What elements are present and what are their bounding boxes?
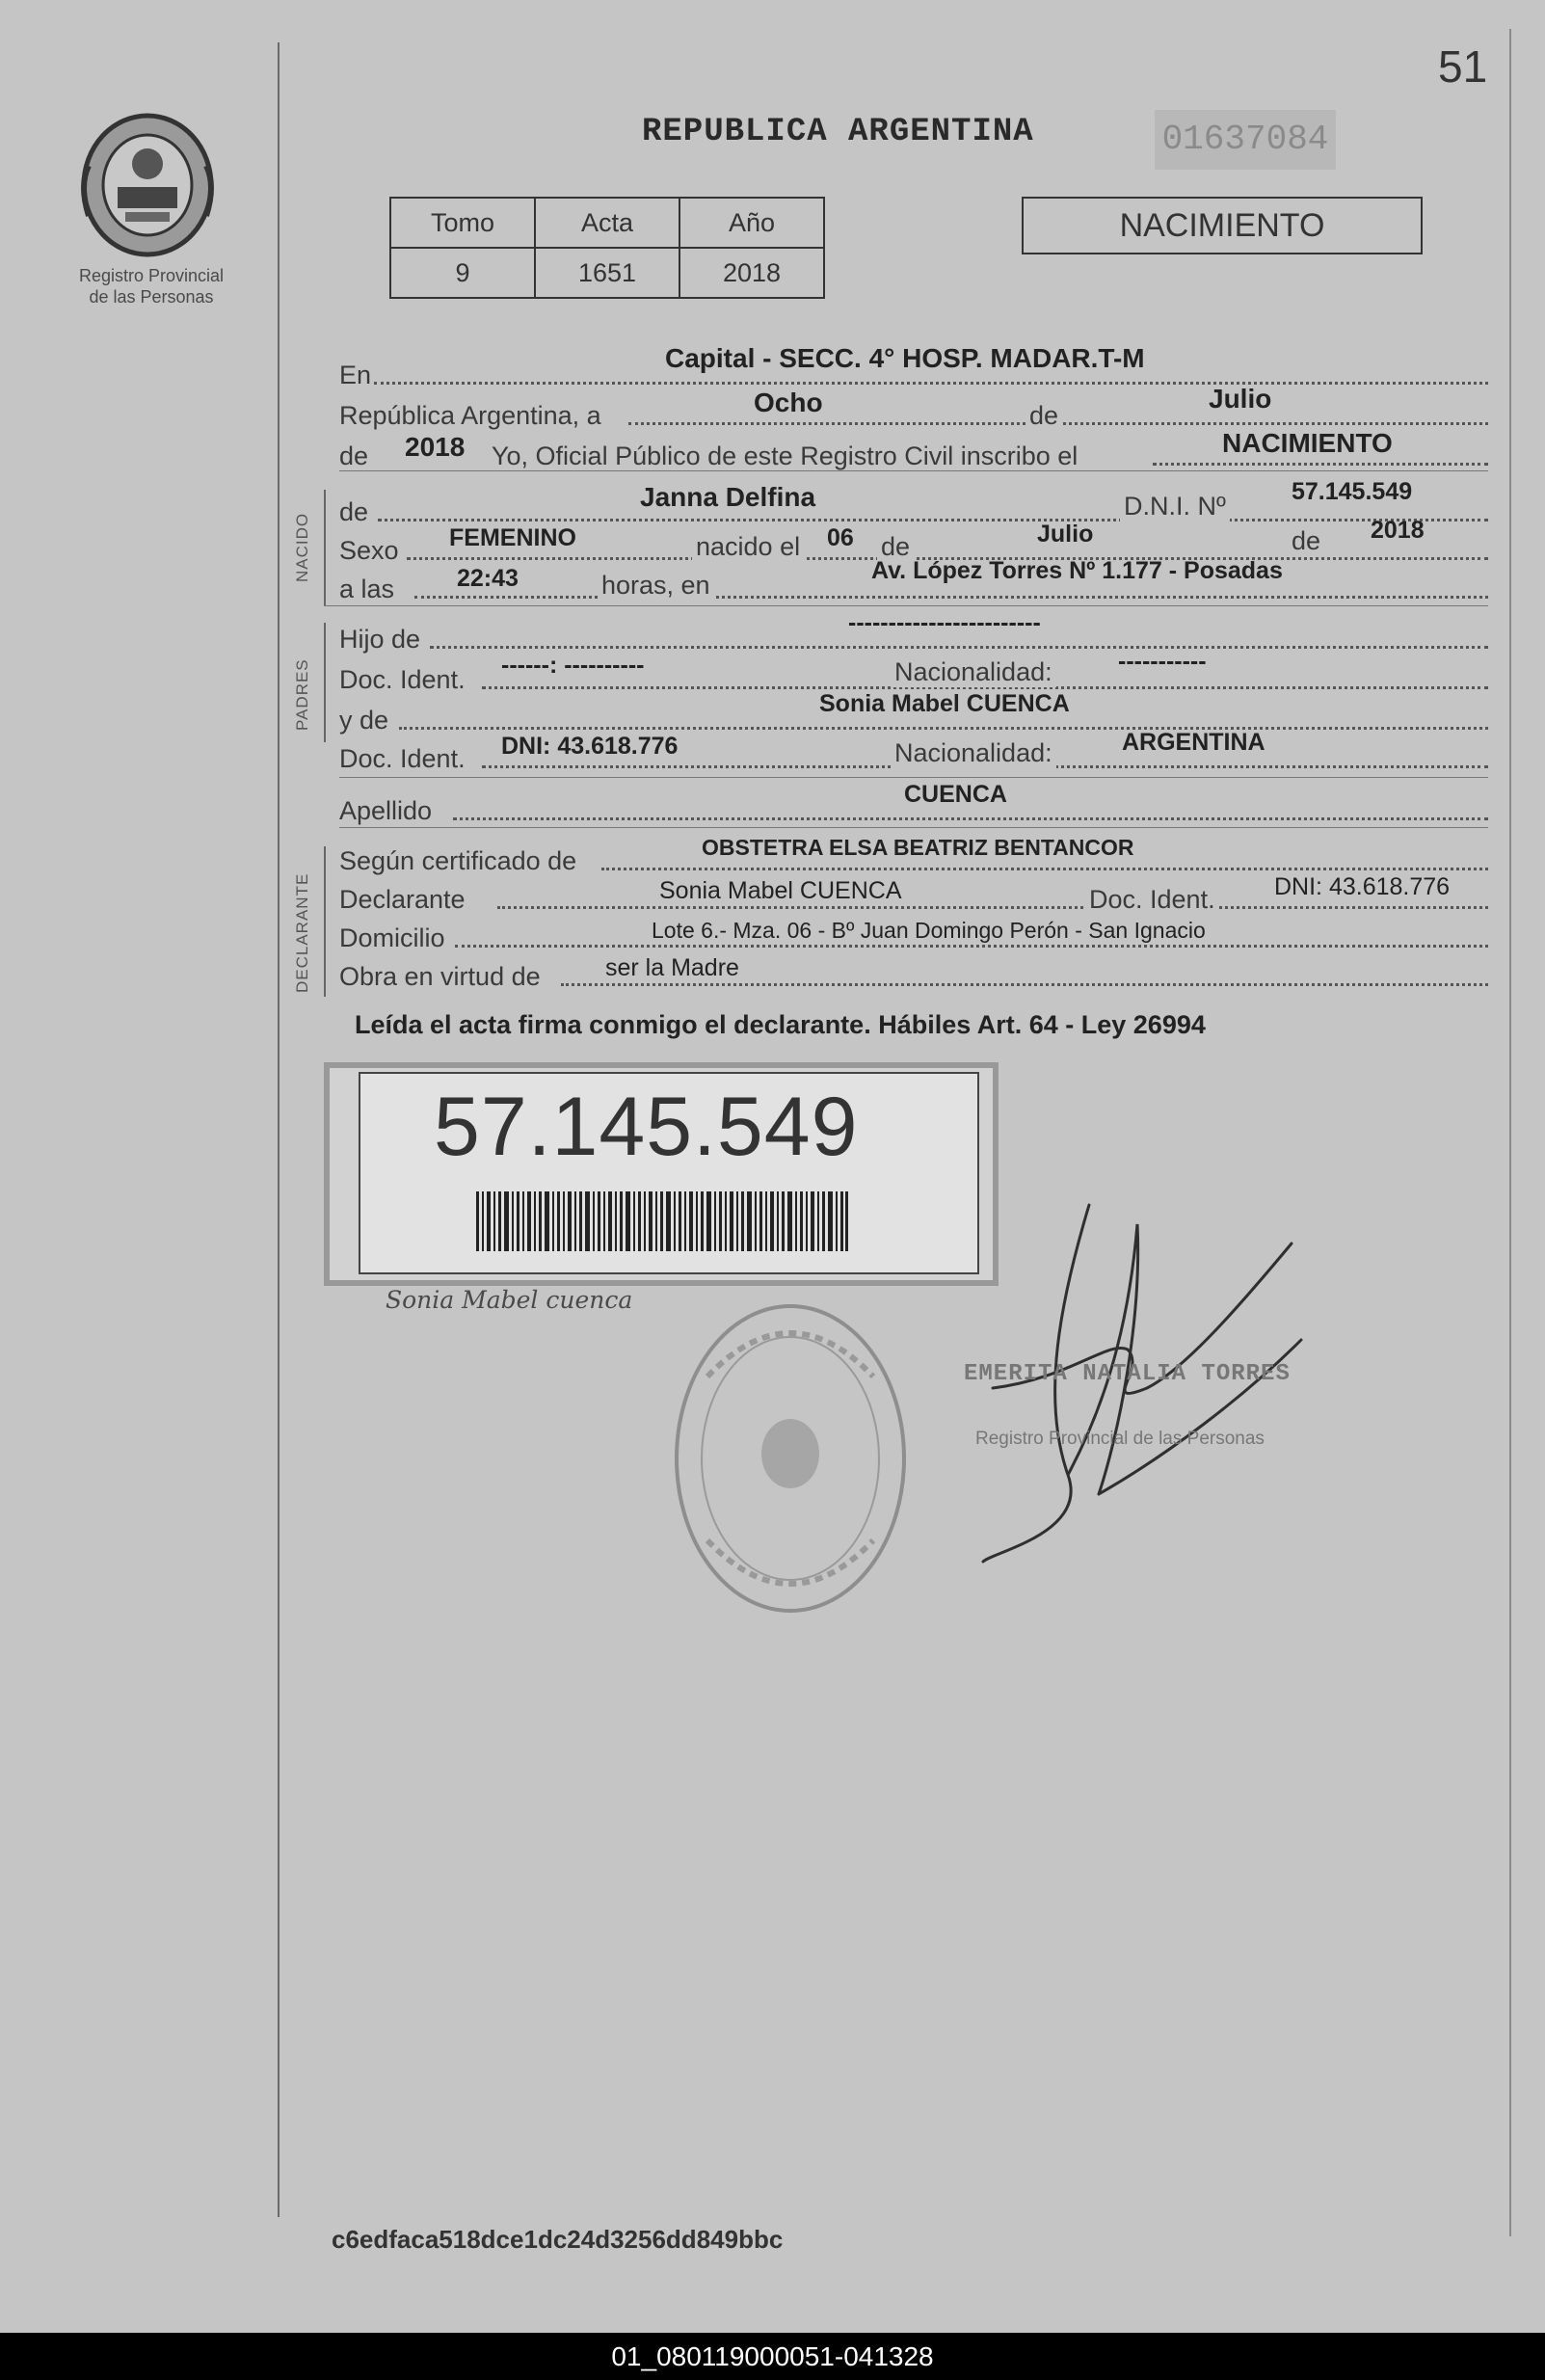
acta-label: Acta	[535, 198, 679, 248]
dni-label: D.N.I. Nº	[1120, 492, 1230, 521]
lugar-value: Av. López Torres Nº 1.177 - Posadas	[871, 557, 1283, 584]
serial-number: 01637084	[1155, 110, 1336, 170]
alas-dots	[414, 596, 1488, 599]
cert-value: OBSTETRA ELSA BEATRIZ BENTANCOR	[702, 835, 1134, 860]
declarante-side-line	[324, 846, 326, 997]
nacido-nombre: Janna Delfina	[640, 482, 816, 512]
hijo-de-dots	[430, 646, 1488, 649]
footer-filename-bar: 01_080119000051-041328	[0, 2333, 1545, 2380]
padres-side-line	[324, 623, 326, 742]
sexo-value: FEMENINO	[449, 524, 576, 551]
en-dots	[374, 382, 1488, 385]
y-de-label: y de	[339, 706, 389, 735]
obra-dots	[561, 983, 1488, 986]
padre-nombre: ------------------------	[848, 609, 1041, 636]
anio-value: 2018	[405, 432, 466, 462]
nacido-dia: 06	[827, 524, 854, 551]
nacido-de2-label: de	[1288, 526, 1324, 556]
registry-stamp	[669, 1299, 912, 1618]
horas-label: horas, en	[598, 571, 714, 601]
en-value: Capital - SECC. 4° HOSP. MADAR.T-M	[665, 343, 1145, 373]
madre-nac-label: Nacionalidad:	[891, 738, 1056, 768]
dia-value: Ocho	[754, 388, 823, 417]
declarante-doc-label: Doc. Ident.	[1085, 885, 1219, 915]
cert-label: Según certificado de	[339, 846, 577, 875]
apellido-value: CUENCA	[904, 781, 1007, 808]
mes-value: Julio	[1209, 384, 1272, 414]
padres-divider	[339, 777, 1488, 778]
province-seal-logo	[75, 108, 220, 262]
padre-doc-label: Doc. Ident.	[339, 665, 466, 694]
barcode-bars	[476, 1191, 848, 1251]
domicilio-label: Domicilio	[339, 923, 445, 952]
madre-nac: ARGENTINA	[1122, 729, 1265, 756]
hora-value: 22:43	[457, 565, 519, 592]
right-margin-line	[1509, 29, 1511, 2236]
nacido-side-line	[324, 490, 326, 605]
nacido-dni: 57.145.549	[1292, 478, 1413, 505]
apellido-divider	[339, 827, 1488, 828]
declarante-doc: DNI: 43.618.776	[1274, 873, 1451, 900]
obra-value: ser la Madre	[605, 954, 739, 981]
anio-value: 2018	[679, 248, 824, 298]
logo-caption	[60, 265, 243, 308]
nacido-de1-label: de	[877, 532, 914, 562]
hijo-de-label: Hijo de	[339, 625, 421, 654]
anio-label: Año	[679, 198, 824, 248]
y-de-dots	[399, 727, 1488, 730]
declarante-section-label: DECLARANTE	[293, 872, 311, 993]
inscribo-label: Yo, Oficial Público de este Registro Civil inscribo el	[492, 441, 1079, 470]
de-label: de	[1026, 401, 1062, 431]
en-label: En	[339, 361, 372, 389]
obra-label: Obra en virtud de	[339, 962, 541, 991]
tomo-label: Tomo	[390, 198, 535, 248]
left-margin-line	[278, 42, 280, 2217]
madre-doc-label: Doc. Ident.	[339, 744, 466, 773]
acta-value: 1651	[535, 248, 679, 298]
nacido-de-label: de	[339, 497, 369, 526]
page-number: 51	[1438, 41, 1488, 92]
intro-divider	[339, 470, 1488, 471]
leida-statement: Leída el acta firma conmigo el declarante. Hábiles Art. 64 - Ley 26994	[355, 1010, 1206, 1039]
sexo-label: Sexo	[339, 536, 399, 565]
domicilio-value: Lote 6.- Mza. 06 - Bº Juan Domingo Perón - San Ignacio	[652, 918, 1206, 943]
alas-label: a las	[339, 575, 395, 603]
declarante-dots	[497, 906, 1488, 909]
barcode-dni-number: 57.145.549	[434, 1081, 859, 1173]
padre-nac-label: Nacionalidad:	[891, 657, 1056, 687]
official-office-stamp: Registro Provincial de las Personas	[975, 1429, 1265, 1449]
apellido-dots	[453, 817, 1488, 820]
padres-section-label: PADRES	[293, 658, 311, 731]
logo-caption-line1: Registro Provincial	[78, 266, 225, 285]
de-anio-label: de	[339, 441, 369, 470]
padre-doc: ------: ----------	[501, 652, 645, 679]
declarante-label: Declarante	[339, 885, 466, 914]
register-table	[389, 197, 825, 299]
nacido-section-label: NACIDO	[293, 512, 311, 582]
nacido-anio: 2018	[1371, 517, 1425, 544]
document-hash: c6edfaca518dce1dc24d3256dd849bbc	[332, 2225, 784, 2254]
tomo-value: 9	[390, 248, 535, 298]
madre-nombre: Sonia Mabel CUENCA	[819, 690, 1070, 717]
official-name-stamp: EMERITA NATALIA TORRES	[964, 1361, 1291, 1387]
inscribo-dots	[1153, 463, 1488, 466]
document-title: REPUBLICA ARGENTINA	[642, 114, 1034, 150]
nacido-el-label: nacido el	[692, 532, 804, 562]
apellido-label: Apellido	[339, 796, 433, 825]
padre-nac: -----------	[1118, 648, 1207, 675]
madre-doc: DNI: 43.618.776	[501, 733, 679, 760]
domicilio-dots	[455, 945, 1488, 948]
record-type-box: NACIMIENTO	[1022, 197, 1423, 254]
nacido-de-dots	[378, 519, 1488, 521]
cert-dots	[601, 868, 1488, 870]
declarante-nombre: Sonia Mabel CUENCA	[659, 877, 902, 904]
republica-label: República Argentina, a	[339, 401, 601, 430]
logo-caption-line2: de las Personas	[89, 287, 214, 307]
handwritten-name: Sonia Mabel cuenca	[386, 1286, 633, 1314]
inscribo-value: NACIMIENTO	[1222, 428, 1393, 458]
nacido-divider	[324, 605, 1488, 606]
nacido-mes: Julio	[1037, 521, 1094, 548]
